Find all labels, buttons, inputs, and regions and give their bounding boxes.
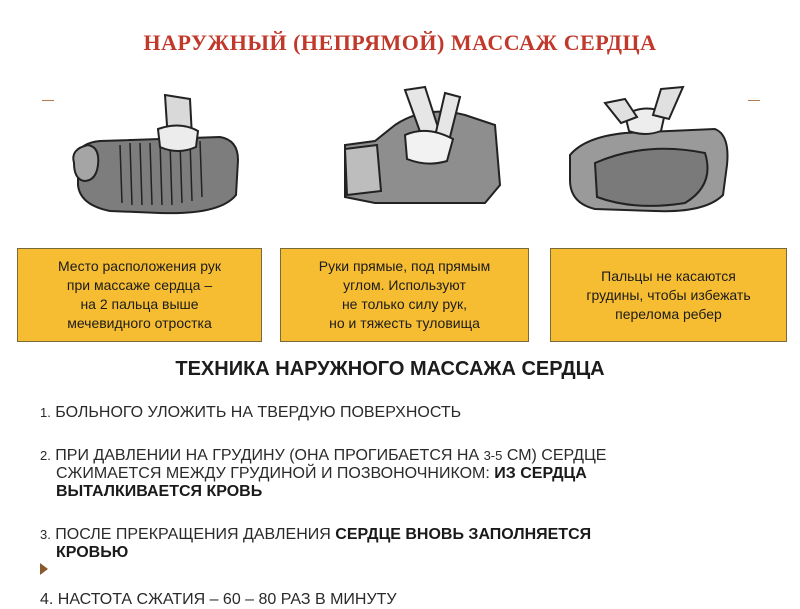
- note-fingers: Пальцы не касаются грудины, чтобы избежать перелома ребер: [550, 248, 787, 342]
- technique-subtitle: ТЕХНИКА НАРУЖНОГО МАССАЖА СЕРДЦА: [175, 358, 605, 380]
- step-emphasis: ВЫТАЛКИВАЕТСЯ КРОВЬ: [56, 483, 263, 500]
- step-number: 1.: [40, 405, 51, 420]
- arm-position-illustration: [335, 85, 510, 220]
- note-hand-placement: Место расположения рук при массаже сердца – на 2 пальца выше мечевидного отростка: [17, 248, 262, 342]
- step-text: ПРИ ДАВЛЕНИИ НА ГРУДИНУ (ОНА ПРОГИБАЕТСЯ НА: [55, 447, 480, 464]
- step-text: БОЛЬНОГО УЛОЖИТЬ НА ТВЕРДУЮ ПОВЕРХНОСТЬ: [55, 404, 462, 421]
- step-2: [40, 447, 760, 501]
- decorative-rule-left: [42, 100, 54, 101]
- step-text: СМ) СЕРДЦЕ: [506, 447, 607, 464]
- step-number: 3.: [40, 527, 51, 542]
- triangle-bullet-icon: [40, 563, 48, 575]
- step-emphasis: ИЗ СЕРДЦА: [494, 465, 587, 482]
- step-text: ПОСЛЕ ПРЕКРАЩЕНИЯ ДАВЛЕНИЯ: [55, 526, 331, 543]
- note-arm-position: Руки прямые, под прямым углом. Используют не только силу рук, но и тяжесть туловища: [280, 248, 529, 342]
- hand-placement-illustration: [565, 85, 735, 220]
- step-text-number: 3-5: [483, 448, 503, 463]
- step-emphasis: СЕРДЦЕ ВНОВЬ ЗАПОЛНЯЕТСЯ: [335, 526, 592, 543]
- step-text: СЖИМАЕТСЯ МЕЖДУ ГРУДИНОЙ И ПОЗВОНОЧНИКОМ:: [56, 465, 490, 482]
- page-title: НАРУЖНЫЙ (НЕПРЯМОЙ) МАССАЖ СЕРДЦА: [143, 30, 657, 55]
- chest-compression-illustration: [70, 85, 245, 220]
- step-emphasis: КРОВЬЮ: [56, 544, 129, 561]
- step-1: [40, 404, 760, 422]
- step-3: [40, 526, 760, 562]
- step-number: 2.: [40, 448, 51, 463]
- step-4-partial: 4. НАСТОТА СЖАТИЯ – 60 – 80 РАЗ В МИНУТУ: [40, 591, 397, 608]
- decorative-rule-right: [748, 100, 760, 101]
